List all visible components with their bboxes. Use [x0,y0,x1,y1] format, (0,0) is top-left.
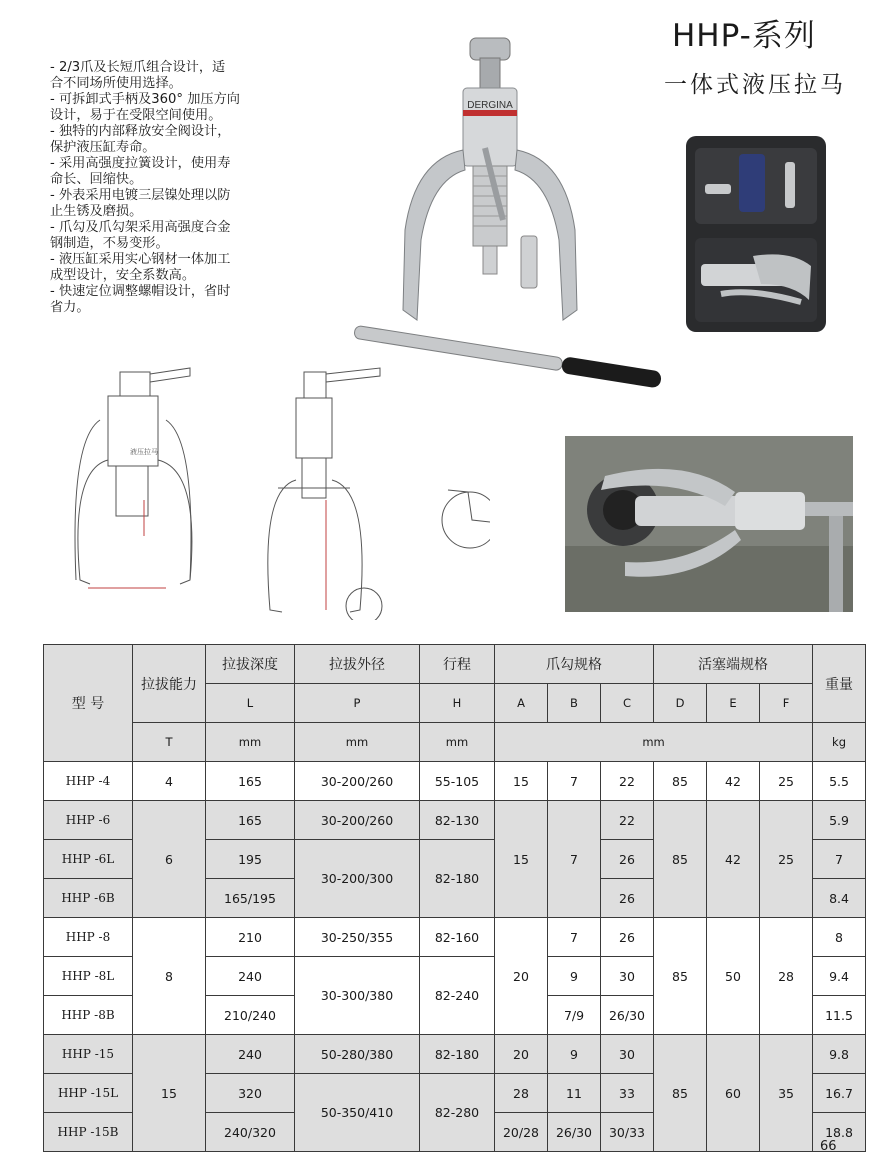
table-row [44,1035,866,1074]
stroke-cell: 55-105 [420,762,495,801]
weight-cell: 9.8 [813,1035,866,1074]
feature-line: - 快速定位调整螺帽设计，省时 [50,284,231,299]
b-cell: 7 [548,801,601,918]
tool-case-photo [681,134,831,334]
b-cell: 7 [548,762,601,801]
depth-cell: 320 [206,1074,295,1113]
weight-header: 重量 [813,645,866,723]
puller-brand-text: DERGINA [467,100,513,111]
unit-mm: mm [295,723,420,762]
feature-line: 设计，易于在受限空间使用。 [50,108,222,123]
capacity-cell: 6 [133,801,206,918]
a-cell: 20 [495,1035,548,1074]
c-cell: 22 [601,801,654,840]
a-cell: 28 [495,1074,548,1113]
jaw-spec-header: 爪勾规格 [495,645,654,684]
weight-cell: 11.5 [813,996,866,1035]
feature-line: - 液压缸采用实心钢材一体加工 [50,252,231,267]
c-cell: 22 [601,762,654,801]
puller-in-action-photo [565,436,853,612]
feature-line: 省力。 [50,300,90,315]
f-cell: 28 [760,918,813,1035]
diameter-cell: 30-200/260 [295,801,420,840]
c-cell: 26 [601,918,654,957]
f-cell: 35 [760,1035,813,1152]
c-cell: 30 [601,1035,654,1074]
b-cell: 7 [548,918,601,957]
b-cell: 26/30 [548,1113,601,1152]
weight-cell: 8 [813,918,866,957]
stroke-header: 行程 [420,645,495,684]
c-cell: 33 [601,1074,654,1113]
model-cell: HHP -6 [44,801,133,840]
letter-h: H [420,684,495,723]
diameter-cell: 50-350/410 [295,1074,420,1152]
b-cell: 11 [548,1074,601,1113]
diameter-cell: 50-280/380 [295,1035,420,1074]
b-cell: 9 [548,1035,601,1074]
feature-line: 成型设计，安全系数高。 [50,268,196,283]
letter-b: B [548,684,601,723]
unit-mm: mm [420,723,495,762]
diameter-cell: 30-300/380 [295,957,420,1035]
feature-line: 止生锈及磨损。 [50,204,143,219]
depth-cell: 240/320 [206,1113,295,1152]
table-row [44,762,866,801]
b-cell: 7/9 [548,996,601,1035]
feature-line: 合不同场所使用选择。 [50,76,182,91]
e-cell: 60 [707,1035,760,1152]
weight-cell: 18.8 [813,1113,866,1152]
capacity-header: 拉拔能力 [133,645,206,723]
d-cell: 85 [654,918,707,1035]
d-cell: 85 [654,801,707,918]
depth-cell: 165 [206,801,295,840]
unit-mm: mm [206,723,295,762]
depth-cell: 240 [206,957,295,996]
f-cell: 25 [760,801,813,918]
diameter-cell: 30-200/260 [295,762,420,801]
feature-line: - 爪勾及爪勾架采用高强度合金 [50,220,231,235]
table-row [44,918,866,957]
model-cell: HHP -8B [44,996,133,1035]
stroke-cell: 82-180 [420,840,495,918]
product-name: 一体式液压拉马 [664,72,846,98]
model-cell: HHP -6B [44,879,133,918]
spec-table [43,644,866,1152]
feature-line: 命长、回缩快。 [50,172,143,187]
depth-header: 拉拔深度 [206,645,295,684]
capacity-cell: 4 [133,762,206,801]
technical-drawing [60,360,490,620]
model-cell: HHP -15L [44,1074,133,1113]
capacity-cell: 8 [133,918,206,1035]
table-row [44,801,866,840]
model-cell: HHP -6L [44,840,133,879]
a-cell: 20/28 [495,1113,548,1152]
depth-cell: 195 [206,840,295,879]
weight-cell: 16.7 [813,1074,866,1113]
c-cell: 26 [601,840,654,879]
depth-cell: 165 [206,762,295,801]
stroke-cell: 82-240 [420,957,495,1035]
stroke-cell: 82-280 [420,1074,495,1152]
c-cell: 30 [601,957,654,996]
model-cell: HHP -15 [44,1035,133,1074]
letter-a: A [495,684,548,723]
letter-p: P [295,684,420,723]
feature-line: 钢制造，不易变形。 [50,236,169,251]
feature-line: - 外表采用电镀三层镍处理以防 [50,188,231,203]
piston-spec-header: 活塞端规格 [654,645,813,684]
depth-cell: 240 [206,1035,295,1074]
diameter-header: 拉拔外径 [295,645,420,684]
letter-f: F [760,684,813,723]
unit-t: T [133,723,206,762]
stroke-cell: 82-180 [420,1035,495,1074]
weight-cell: 9.4 [813,957,866,996]
letter-c: C [601,684,654,723]
feature-line: - 2/3爪及长短爪组合设计，适 [50,60,226,75]
e-cell: 42 [707,762,760,801]
page-number: 66 [820,1139,837,1154]
e-cell: 50 [707,918,760,1035]
weight-cell: 7 [813,840,866,879]
weight-cell: 5.9 [813,801,866,840]
model-cell: HHP -8 [44,918,133,957]
feature-line: 保护液压缸寿命。 [50,140,156,155]
model-cell: HHP -15B [44,1113,133,1152]
stroke-cell: 82-160 [420,918,495,957]
c-cell: 26 [601,879,654,918]
diameter-cell: 30-250/355 [295,918,420,957]
feature-line: - 可拆卸式手柄及360° 加压方向 [50,92,240,107]
f-cell: 25 [760,762,813,801]
weight-cell: 8.4 [813,879,866,918]
drawing-label: 液压拉马 [130,449,158,456]
a-cell: 15 [495,801,548,918]
depth-cell: 210/240 [206,996,295,1035]
depth-cell: 210 [206,918,295,957]
c-cell: 30/33 [601,1113,654,1152]
series-title: HHP-系列 [672,18,816,54]
model-cell: HHP -4 [44,762,133,801]
a-cell: 20 [495,918,548,1035]
puller-product-photo [345,30,675,410]
a-cell: 15 [495,762,548,801]
b-cell: 9 [548,957,601,996]
feature-list [50,60,300,316]
feature-line: - 独特的内部释放安全阀设计， [50,124,231,139]
letter-d: D [654,684,707,723]
model-header: 型 号 [44,645,133,762]
capacity-cell: 15 [133,1035,206,1152]
e-cell: 42 [707,801,760,918]
unit-kg: kg [813,723,866,762]
stroke-cell: 82-130 [420,801,495,840]
unit-mm: mm [495,723,813,762]
d-cell: 85 [654,1035,707,1152]
weight-cell: 5.5 [813,762,866,801]
c-cell: 26/30 [601,996,654,1035]
diameter-cell: 30-200/300 [295,840,420,918]
model-cell: HHP -8L [44,957,133,996]
d-cell: 85 [654,762,707,801]
feature-line: - 采用高强度拉簧设计，使用寿 [50,156,231,171]
letter-e: E [707,684,760,723]
letter-l: L [206,684,295,723]
depth-cell: 165/195 [206,879,295,918]
